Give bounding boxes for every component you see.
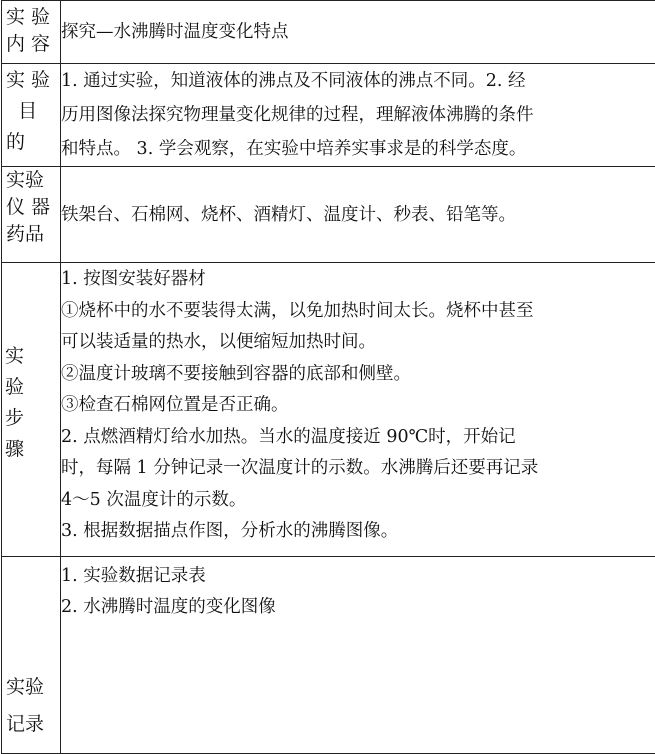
label-line: 目 [2, 96, 60, 127]
label-experiment-content [2, 1, 61, 64]
row-experiment-content [2, 1, 655, 64]
label-line: 实 验 [2, 65, 60, 96]
content-text: 探究—水沸腾时温度变化特点 [61, 17, 655, 47]
step-line: ②温度计玻璃不要接触到容器的底部和侧壁。 [61, 359, 655, 391]
content-experiment-content [61, 1, 655, 64]
label-line: 实 验 [2, 4, 60, 31]
row-equipment [2, 167, 655, 263]
label-experiment-steps [2, 263, 61, 557]
content-equipment [61, 167, 655, 263]
label-line: 实验 [2, 669, 60, 706]
label-line: 记录 [2, 706, 60, 743]
step-line: 时，每隔 1 分钟记录一次温度计的示数。水沸腾后还要再记录 [61, 453, 655, 485]
step-line: 2. 点燃酒精灯给水加热。当水的温度接近 90℃时，开始记 [61, 422, 655, 454]
record-line: 2. 水沸腾时温度的变化图像 [61, 592, 655, 623]
label-equipment [2, 167, 61, 263]
step-line: 4～5 次温度计的示数。 [61, 485, 655, 517]
step-line: ③检查石棉网位置是否正确。 [61, 390, 655, 422]
step-line: 3. 根据数据描点作图，分析水的沸腾图像。 [61, 516, 655, 548]
row-experiment-steps [2, 263, 655, 557]
objective-line: 1. 通过实验，知道液体的沸点及不同液体的沸点不同。2. 经 [61, 64, 655, 98]
label-line: 内 容 [2, 31, 60, 58]
objective-line: 和特点。 3. 学会观察，在实验中培养实事求是的科学态度。 [61, 132, 655, 166]
label-line: 的 [2, 127, 60, 158]
label-experiment-objective [2, 64, 61, 167]
label-line: 步 [2, 403, 60, 434]
content-experiment-record [61, 557, 655, 754]
label-line: 骤 [2, 434, 60, 465]
experiment-report-table [1, 0, 655, 754]
content-experiment-objective [61, 64, 655, 167]
objective-line: 历用图像法探究物理量变化规律的过程，理解液体沸腾的条件 [61, 98, 655, 132]
step-line: 可以装适量的热水，以便缩短加热时间。 [61, 327, 655, 359]
label-line: 验 [2, 372, 60, 403]
step-line: ①烧杯中的水不要装得太满，以免加热时间太长。烧杯中甚至 [61, 296, 655, 328]
row-experiment-objective [2, 64, 655, 167]
label-line: 实验 [2, 167, 60, 194]
label-line: 实 [2, 341, 60, 372]
content-experiment-steps [61, 263, 655, 557]
equipment-text: 铁架台、石棉网、烧杯、酒精灯、温度计、秒表、铅笔等。 [61, 198, 655, 232]
label-line: 药品 [2, 221, 60, 248]
label-experiment-record [2, 557, 61, 754]
record-line: 1. 实验数据记录表 [61, 561, 655, 592]
row-experiment-record [2, 557, 655, 754]
step-line: 1. 按图安装好器材 [61, 264, 655, 296]
label-line: 仪 器 [2, 194, 60, 221]
